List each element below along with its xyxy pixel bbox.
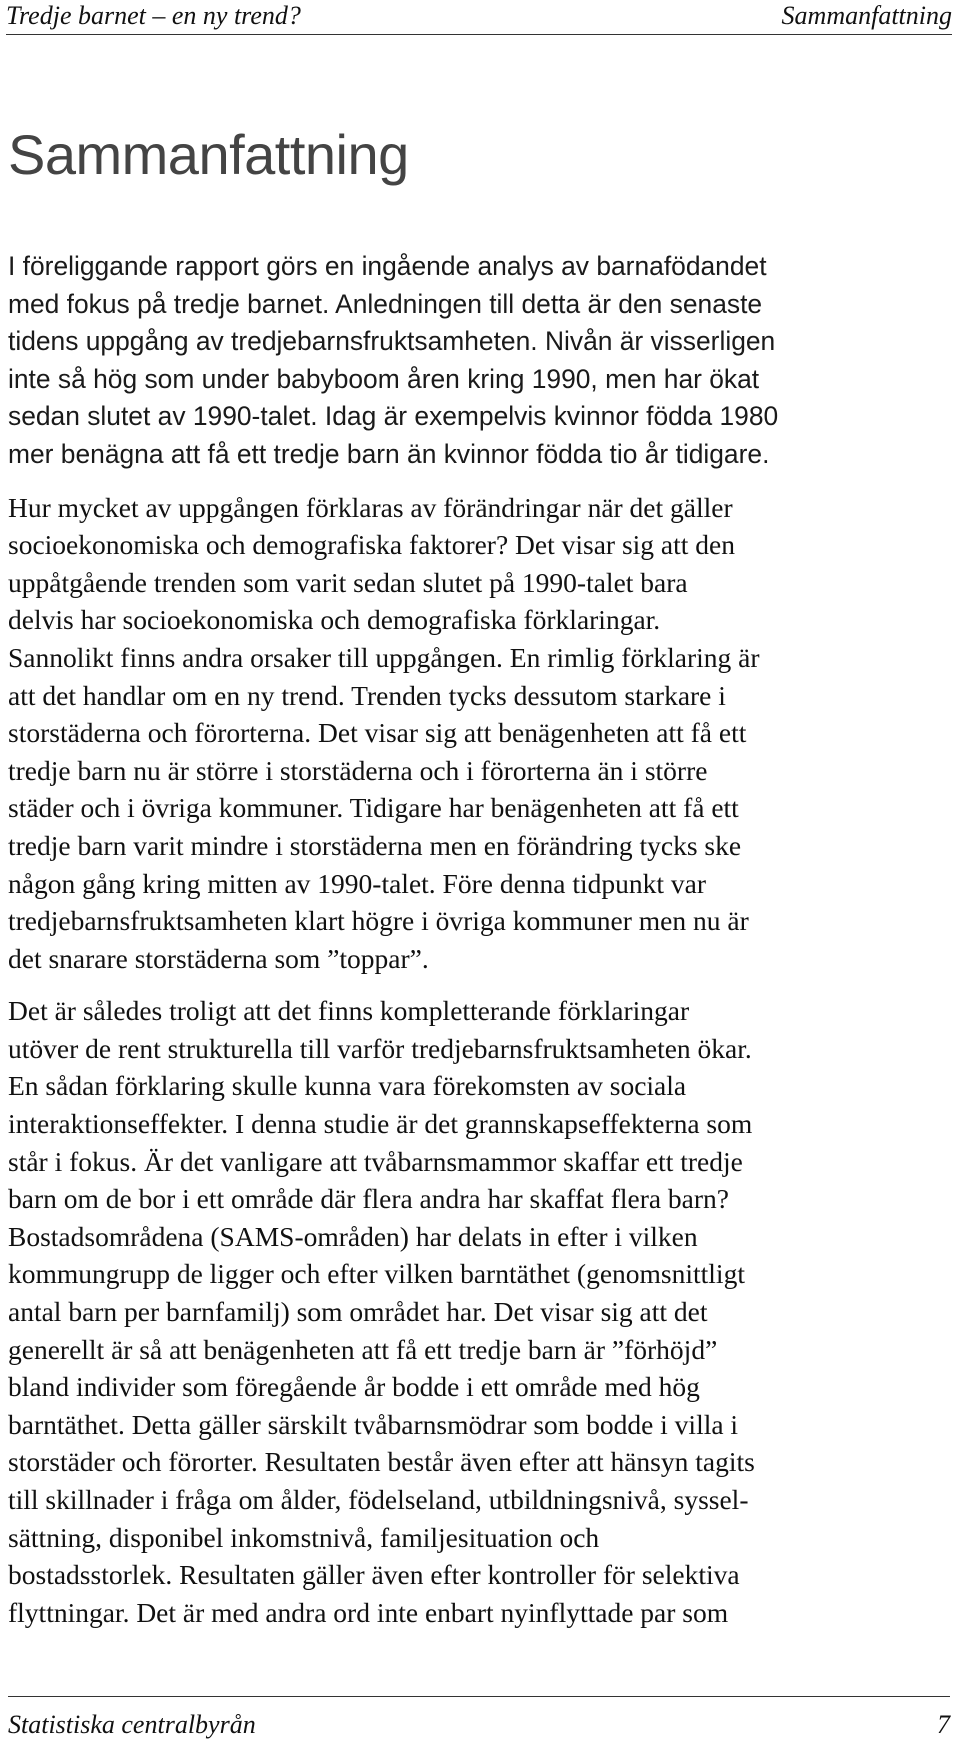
text-line: interaktionseffekter. I denna studie är det grannskapseffekterna som <box>8 1108 753 1140</box>
text-line: till skillnader i fråga om ålder, födelseland, utbildningsnivå, syssel- <box>8 1484 749 1515</box>
text-line: flyttningar. Det är med andra ord inte enbart nyinflyttade par som <box>8 1596 729 1628</box>
paragraph <box>8 992 958 1631</box>
text-line: barn om de bor i ett område där flera andra har skaffat flera barn? <box>8 1183 730 1215</box>
text-line: utöver de rent strukturella till varför tredjebarnsfruktsamheten ökar. <box>8 1032 752 1064</box>
text-line: står i fokus. Är det vanligare att tvåbarnsmammor skaffar ett tredje <box>8 1145 743 1177</box>
text-line: någon gång kring mitten av 1990-talet. Före denna tidpunkt var <box>8 867 707 899</box>
running-header <box>6 0 952 35</box>
text-line: sedan slutet av 1990-talet. Idag är exempelvis kvinnor födda 1980 <box>8 401 779 432</box>
text-line: uppåtgående trenden som varit sedan slutet på 1990-talet bara <box>8 566 688 598</box>
text-line: mer benägna att få ett tredje barn än kvinnor födda tio år tidigare. <box>8 438 770 469</box>
running-footer <box>8 1696 950 1747</box>
footer-publisher: Statistiska centralbyrån <box>8 1710 256 1739</box>
text-line: storstäderna och förorterna. Det visar sig att benägenheten att få ett <box>8 717 747 749</box>
text-line: tredjebarnsfruktsamheten klart högre i övriga kommuner men nu är <box>8 905 749 937</box>
text-line: bland individer som föregående år bodde i ett område med hög <box>8 1371 700 1403</box>
text-line: det snarare storstäderna som ”toppar”. <box>8 942 429 974</box>
text-line: tidens uppgång av tredjebarnsfruktsamheten. Nivån är visserligen <box>8 326 776 357</box>
text-line: Sannolikt finns andra orsaker till uppgången. En rimlig förklaring är <box>8 641 760 673</box>
header-section-title: Sammanfattning <box>781 1 952 30</box>
text-line: inte så hög som under babyboom åren kring 1990, men har ökat <box>8 363 760 394</box>
text-line: generellt är så att benägenheten att få ett tredje barn är ”förhöjd” <box>8 1333 718 1365</box>
paragraph <box>8 248 958 474</box>
text-line: storstäder och förorter. Resultaten består även efter att hänsyn tagits <box>8 1446 755 1478</box>
text-line: barntäthet. Detta gäller särskilt tvåbarnsmödrar som bodde i villa i <box>8 1408 739 1440</box>
text-line: bostadsstorlek. Resultaten gäller även efter kontroller för selektiva <box>8 1559 740 1591</box>
paragraph <box>8 489 958 978</box>
text-line: städer och i övriga kommuner. Tidigare har benägenheten att få ett <box>8 792 739 824</box>
text-line: En sådan förklaring skulle kunna vara förekomsten av sociala <box>8 1070 687 1102</box>
text-line: Det är således troligt att det finns kompletterande förklaringar <box>8 995 690 1027</box>
text-line: Hur mycket av uppgången förklaras av förändringar när det gäller <box>8 491 733 523</box>
text-line: Bostadsområdena (SAMS-områden) har delats in efter i vilken <box>8 1220 698 1252</box>
text-line: I föreliggande rapport görs en ingående analys av barnafödandet <box>8 251 767 281</box>
text-line: sättning, disponibel inkomstnivå, familjesituation och <box>8 1521 600 1553</box>
header-publication-title: Tredje barnet – en ny trend? <box>6 1 301 30</box>
text-line: socioekonomiska och demografiska faktorer? Det visar sig att den <box>8 529 735 561</box>
text-line: tredje barn varit mindre i storstäderna men en förändring tycks ske <box>8 829 742 861</box>
page-title: Sammanfattning <box>8 123 409 186</box>
text-line: delvis har socioekonomiska och demografiska förklaringar. <box>8 604 661 636</box>
text-line: antal barn per barnfamilj) som området har. Det visar sig att det <box>8 1296 708 1328</box>
text-line: kommungrupp de ligger och efter vilken barntäthet (genomsnittligt <box>8 1258 745 1290</box>
text-line: att det handlar om en ny trend. Trenden tycks dessutom starkare i <box>8 679 726 711</box>
text-line: tredje barn nu är större i storstäderna och i förorterna än i större <box>8 754 708 786</box>
page-number: 7 <box>937 1710 950 1739</box>
text-line: med fokus på tredje barnet. Anledningen till detta är den senaste <box>8 288 763 319</box>
summary-body <box>8 248 958 1631</box>
